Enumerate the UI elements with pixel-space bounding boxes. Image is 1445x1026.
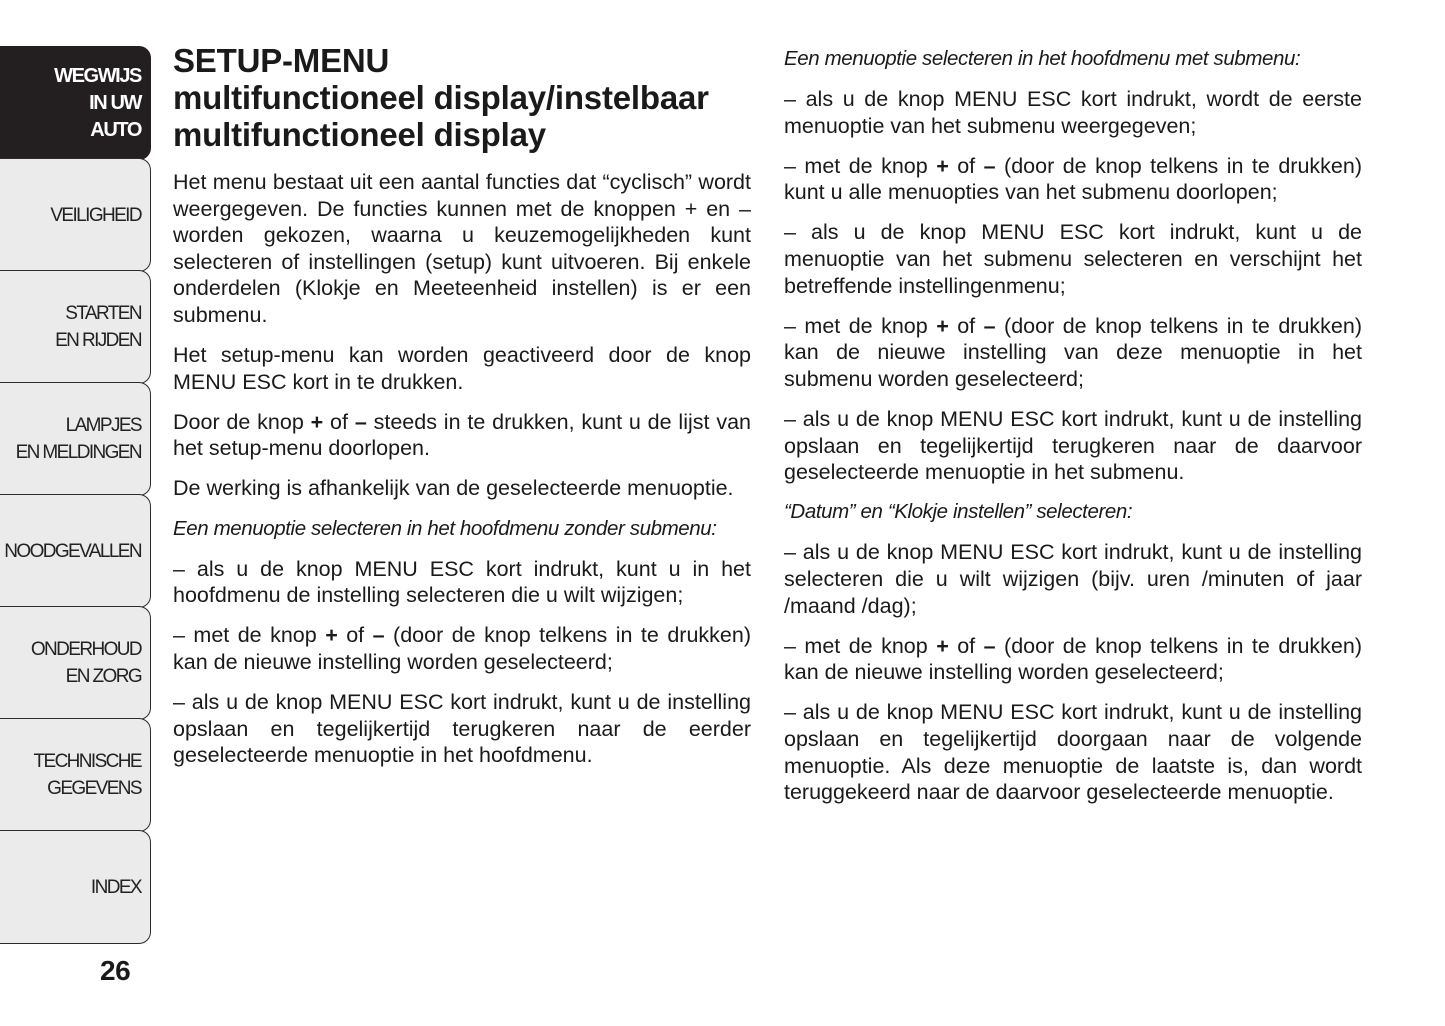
subtitle-line-1: multifunctioneel display/instelbaar (173, 79, 709, 116)
tab-lampjes-en-meldingen[interactable]: LAMPJES EN MELDINGEN (0, 382, 151, 496)
tab-onderhoud-en-zorg[interactable]: ONDERHOUD EN ZORG (0, 606, 151, 720)
paragraph-scroll: Door de knop + of – steeds in te drukken, kunt u de lijst van het setup-menu doorlopen. (173, 409, 751, 461)
list-item: – met de knop + of – (door de knop telkens in te drukken) kan de nieuwe instelling worden geselecteerd; (173, 623, 751, 674)
list-item: – als u de knop MENU ESC kort indrukt, kunt u de instelling opslaan en tegelijkertijd doorgaan naar de volgende menuoptie. Als deze menuoptie de laatste is, dan wordt teruggekeerd naar de daarvoor geselecteerde menuoptie. (784, 700, 1362, 805)
subheading-with-submenu: Een menuoptie selecteren in het hoofdmenu met submenu: (784, 47, 1301, 70)
tab-veiligheid[interactable]: VEILIGHEID (0, 158, 151, 272)
page-number: 26 (100, 955, 131, 986)
subheading-no-submenu: Een menuoptie selecteren in het hoofdmenu zonder submenu: (173, 516, 717, 540)
list-item: – als u de knop MENU ESC kort indrukt, wordt de eerste menuoptie van het submenu weergegeven; (784, 87, 1362, 138)
paragraph-intro: Het menu bestaat uit een aantal functies dat “cyclisch” wordt weergegeven. De functies kunnen met de knoppen + en – worden gekozen, waarna u keuzemogelijkheden kunt selecteren of instellingen (setup) kunt uitvoeren. Bij enkele onderdelen (Klokje en Meeteenheid instellen) is er een submenu. (173, 170, 751, 327)
paragraph-operation: De werking is afhankelijk van de geselecteerde menuoptie. (173, 476, 734, 501)
list-item: – als u de knop MENU ESC kort indrukt, kunt u in het hoofdmenu de instelling selecteren die u wilt wijzigen; (173, 556, 751, 608)
tab-starten-en-rijden[interactable]: STARTEN EN RIJDEN (0, 270, 151, 384)
page-subtitle (173, 79, 751, 153)
subheading-datum-klokje: “Datum” en “Klokje instellen” selecteren: (784, 500, 1133, 524)
list-item: – met de knop + of – (door de knop telkens in te drukken) kan de nieuwe instelling van deze menuoptie in het submenu worden geselecteerd; (784, 313, 1362, 391)
list-item: – met de knop + of – (door de knop telkens in te drukken) kunt u alle menuopties van het submenu doorlopen; (784, 153, 1362, 205)
tab-technische-gegevens[interactable]: TECHNISCHE GEGEVENS (0, 718, 151, 832)
list-item: – als u de knop MENU ESC kort indrukt, kunt u de instelling selecteren die u wilt wijzigen (bijv. uren /minuten of jaar /maand /dag); (784, 540, 1362, 618)
right-column (784, 40, 1362, 819)
tab-index[interactable]: INDEX (0, 830, 151, 944)
page-title: SETUP-MENU (173, 42, 390, 79)
list-item: – met de knop + of – (door de knop telkens in te drukken) kan de nieuwe instelling worden geselecteerd; (784, 633, 1362, 685)
tab-noodgevallen[interactable]: NOODGEVALLEN (0, 494, 151, 608)
list-item: – als u de knop MENU ESC kort indrukt, kunt u de menuoptie van het submenu selecteren en verschijnt het betreffende instellingenmenu; (784, 220, 1362, 298)
paragraph-activate: Het setup-menu kan worden geactiveerd door de knop MENU ESC kort in te drukken. (173, 343, 751, 394)
tab-wegwijs-in-uw-auto[interactable]: WEGWIJS IN UW AUTO (0, 46, 151, 160)
list-item: – als u de knop MENU ESC kort indrukt, kunt u de instelling opslaan en tegelijkertijd terugkeren naar de eerder geselecteerde menuoptie in het hoofdmenu. (173, 690, 751, 768)
left-column (173, 40, 751, 782)
subtitle-line-2: multifunctioneel display (173, 116, 546, 153)
list-item: – als u de knop MENU ESC kort indrukt, kunt u de instelling opslaan en tegelijkertijd terugkeren naar de daarvoor geselecteerde menuoptie in het submenu. (784, 407, 1362, 485)
